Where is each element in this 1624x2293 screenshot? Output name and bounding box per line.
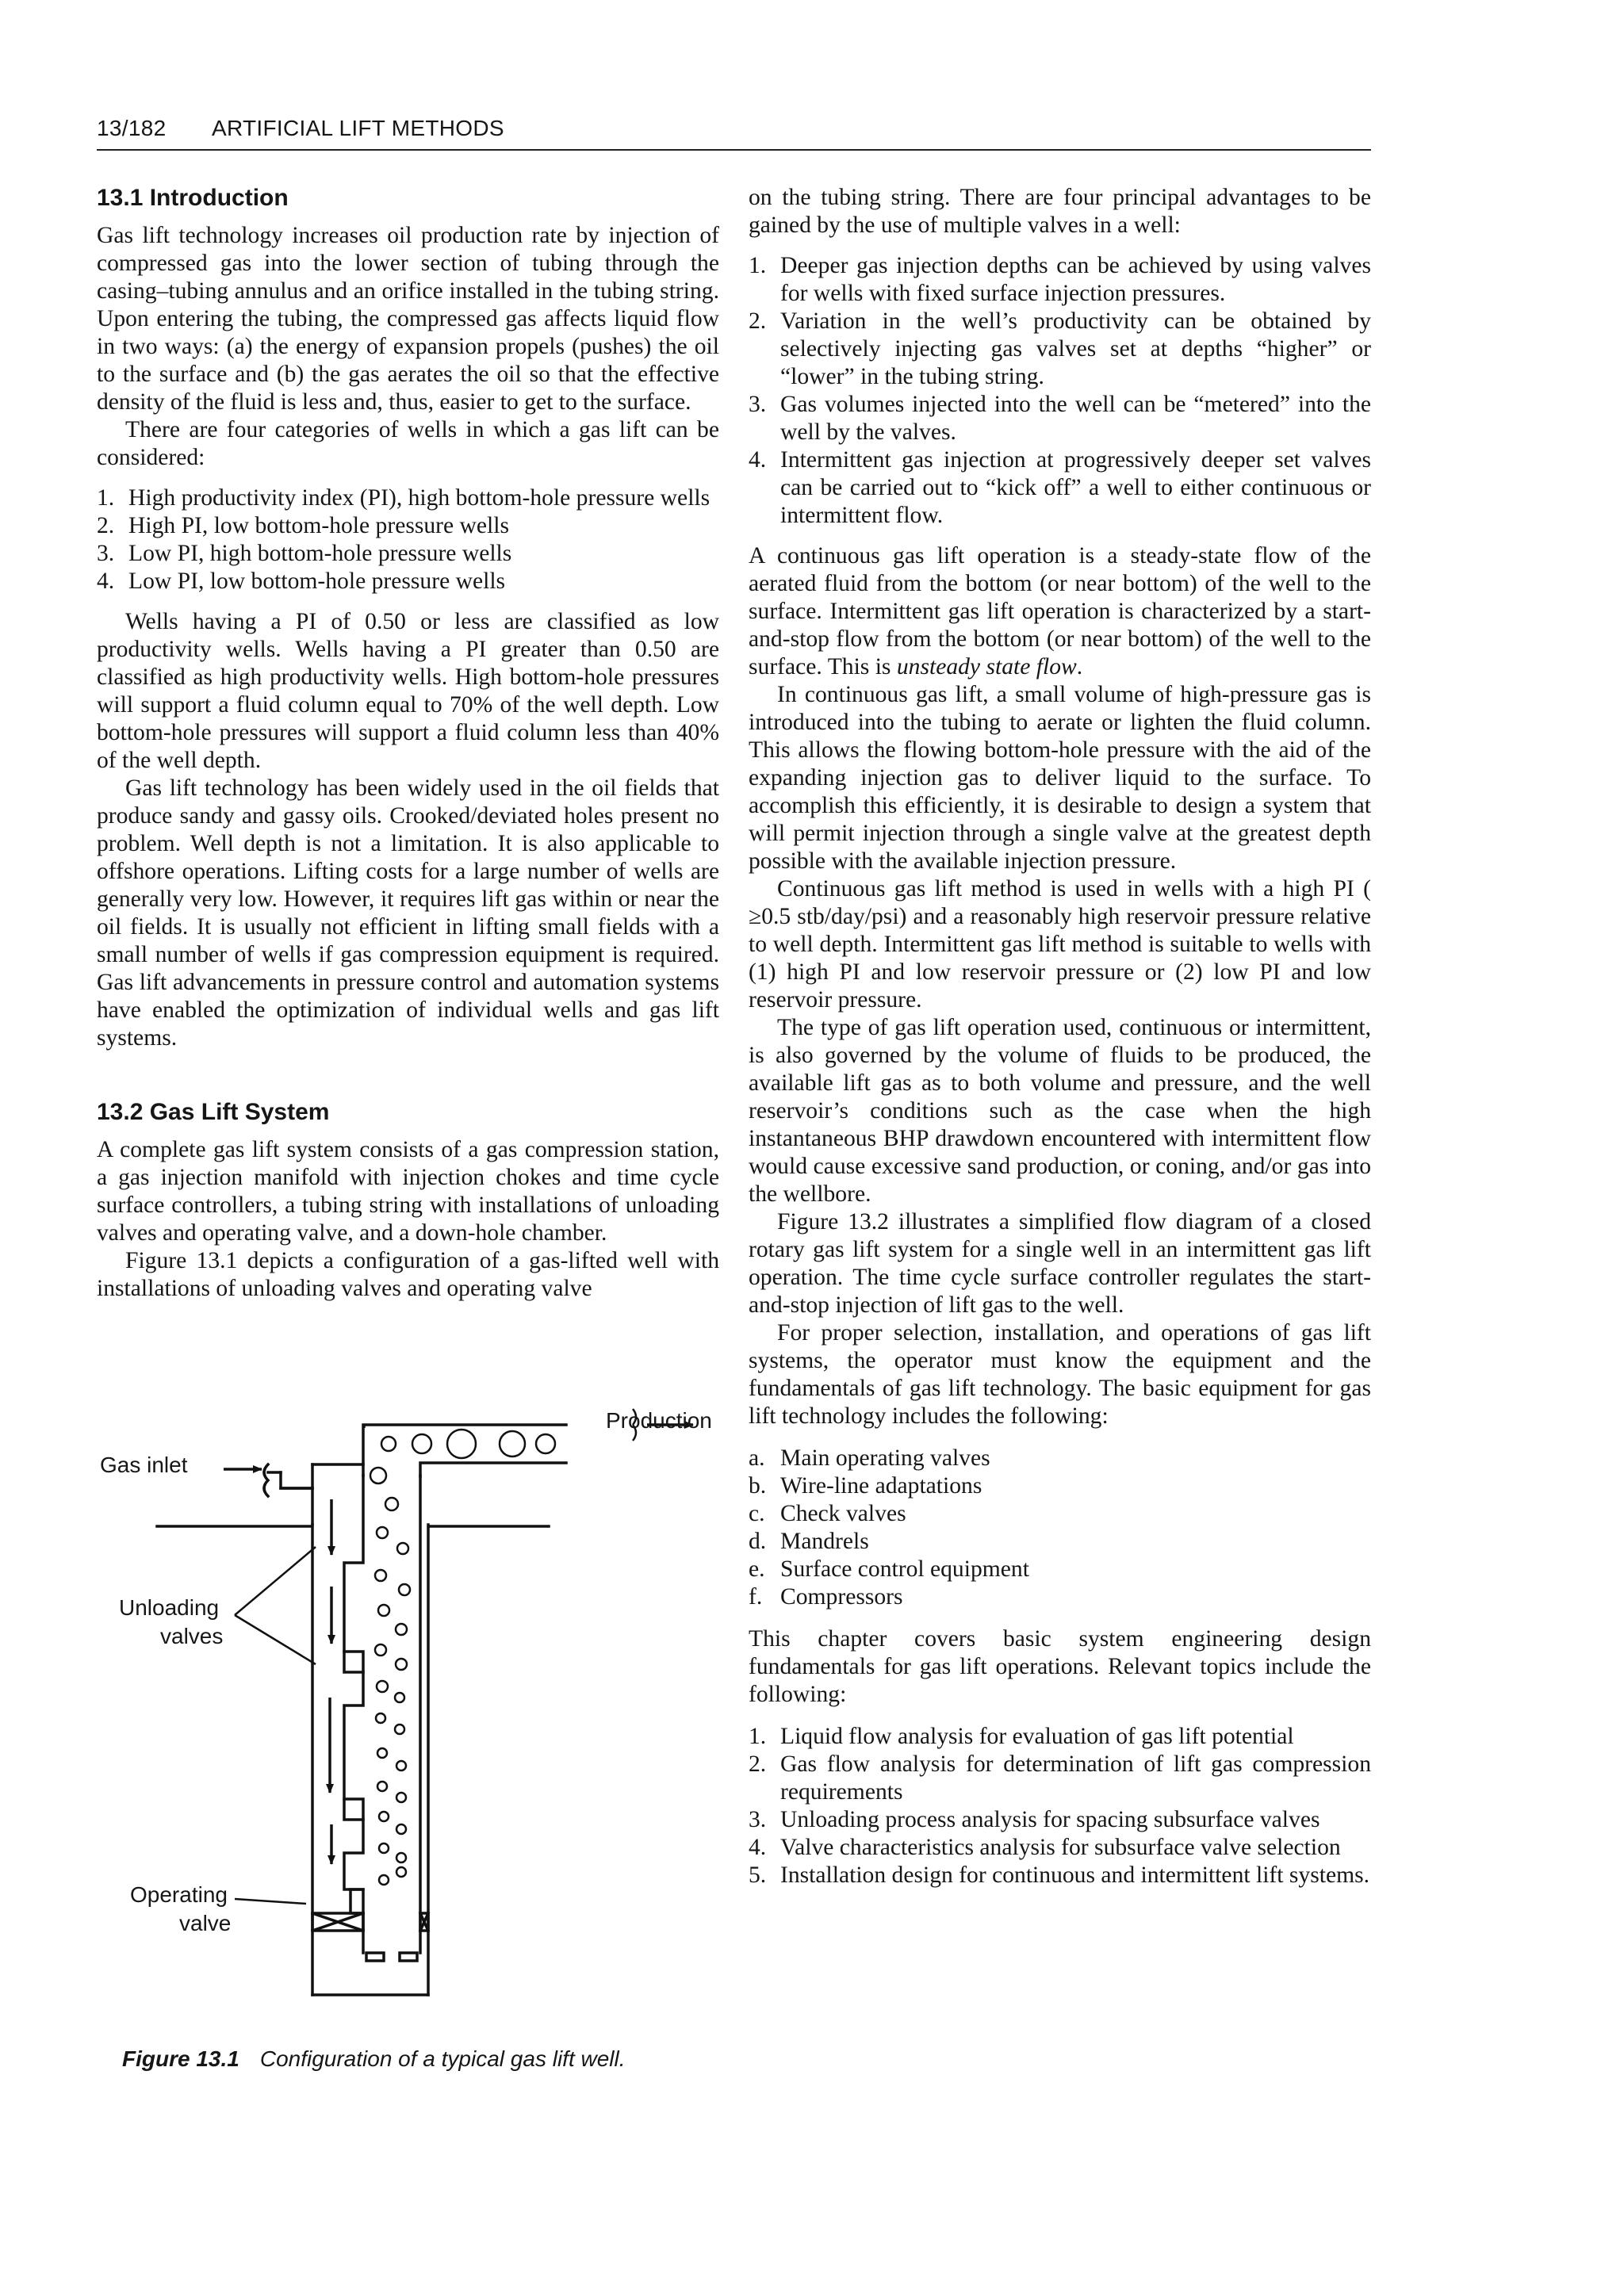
leader-line	[235, 1899, 306, 1904]
list-item: d. Mandrels	[749, 1529, 869, 1554]
figure-caption	[122, 2045, 626, 2073]
leader-line	[235, 1547, 316, 1615]
gas-bubbles	[370, 1430, 555, 1885]
advantages-list	[749, 252, 1371, 530]
figure-gas-lift-well	[97, 1325, 719, 2086]
page-number: 13/182	[97, 116, 167, 140]
list-item: c. Check valves	[749, 1501, 906, 1526]
gas-inlet-break	[264, 1464, 268, 1496]
gas-inlet-pipe	[281, 1472, 312, 1488]
list-item: 2. Gas flow analysis for determination of lift gas compression requirements	[749, 1751, 1371, 1805]
italic-term: unsteady state flow	[896, 654, 1077, 679]
unloading-valve-pocket	[344, 1799, 363, 1820]
list-item: 5. Installation design for continuous and intermittent lift systems.	[749, 1862, 1370, 1888]
list-item: b. Wire-line adaptations	[749, 1473, 982, 1499]
label-valves: valves	[160, 1624, 224, 1648]
list-item: 3. Gas volumes injected into the well can be “metered” into the well by the valves.	[749, 392, 1371, 445]
paragraph: A continuous gas lift operation is a steady-state flow of the aerated fluid from the bottom (or near bottom) of the well to the surface. Intermittent gas lift operation is characterized by a start-and-stop flow from the bottom (or near bottom) of the well to the surface. This is unsteady state flow.	[749, 543, 1371, 679]
paragraph: Figure 13.1 depicts a configuration of a gas-lifted well with installations of unloading valves and operating valve	[97, 1248, 719, 1301]
topics-list	[749, 1723, 1371, 1889]
list-item: 1. Deeper gas injection depths can be achieved by using valves for wells with fixed surface injection pressures.	[749, 253, 1371, 306]
label-production: Production	[606, 1408, 712, 1433]
paragraph: A complete gas lift system consists of a gas compression station, a gas injection manifold with injection chokes and time cycle surface controllers, a tubing string with installations of unloading valves and operating valve, and a down-hole chamber.	[97, 1137, 719, 1246]
section-heading-introduction: 13.1 Introduction	[97, 185, 289, 211]
list-item: 1. Liquid flow analysis for evaluation of gas lift potential	[749, 1724, 1294, 1749]
list-item: a. Main operating valves	[749, 1445, 990, 1471]
list-item: e. Surface control equipment	[749, 1556, 1029, 1582]
paragraph: Gas lift technology has been widely used in the oil fields that produce sandy and gassy oils. Crooked/deviated holes present no problem. Well depth is not a limitation. It is also applicable to offshore operations. Lifting costs for a large number of wells are generally very low. However, it requires lift gas within or near the oil fields. It is usually not efficient in lifting small fields with a small number of wells if gas compression equipment is required. Gas lift advancements in pressure control and automation systems have enabled the optimization of individual wells and gas lift systems.	[97, 775, 719, 1051]
leader-line	[235, 1615, 316, 1664]
paragraph: For proper selection, installation, and operations of gas lift systems, the operator must know the equipment and the fundamentals of gas lift technology. The basic equipment for gas lift technology includes the following:	[749, 1320, 1371, 1429]
left-column	[97, 184, 719, 2086]
label-operating: Operating	[130, 1882, 228, 1907]
list-item: 2. High PI, low bottom-hole pressure wells	[97, 513, 510, 538]
tubing-foot	[366, 1953, 384, 1961]
unloading-valve-pocket	[344, 1652, 363, 1672]
figure-caption-label: Figure 13.1	[122, 2046, 239, 2071]
figure-caption-text: Configuration of a typical gas lift well.	[259, 2046, 626, 2071]
paragraph: Gas lift technology increases oil production rate by injection of compressed gas into the lower section of tubing through the casing–tubing annulus and an orifice installed in the tubing string. Upon entering the tubing, the compressed gas affects liquid flow in two ways: (a) the energy of expansion propels (pushes) the oil to the surface and (b) the gas aerates the oil so that the effective density of the fluid is less and, thus, easier to get to the surface.	[97, 223, 719, 415]
paragraph: Continuous gas lift method is used in wells with a high PI ( ≥0.5 stb/day/psi) and a reasonably high reservoir pressure relative to well depth. Intermittent gas lift method is suitable to wells with (1) high PI and low reservoir pressure or (2) low PI and low reservoir pressure.	[749, 876, 1371, 1013]
tubing-foot	[400, 1953, 417, 1961]
paragraph: Figure 13.2 illustrates a simplified flow diagram of a closed rotary gas lift system for a single well in an intermittent gas lift operation. The time cycle surface controller regulates the start-and-stop injection of lift gas to the well.	[749, 1209, 1371, 1318]
paragraph: There are four categories of wells in which a gas lift can be considered:	[97, 417, 719, 470]
running-header	[97, 116, 1371, 151]
list-item: 4. Valve characteristics analysis for subsurface valve selection	[749, 1835, 1341, 1860]
wellhead-flowline-bottom	[420, 1463, 566, 1476]
list-item: 1. High productivity index (PI), high bottom-hole pressure wells	[97, 485, 710, 511]
list-item: f. Compressors	[749, 1584, 903, 1610]
paragraph: on the tubing string. There are four principal advantages to be gained by the use of multiple valves in a well:	[749, 185, 1371, 238]
label-unloading: Unloading	[119, 1595, 220, 1620]
list-item: 3. Unloading process analysis for spacing subsurface valves	[749, 1807, 1320, 1832]
paragraph: This chapter covers basic system engineering design fundamentals for gas lift operations. Relevant topics include the following:	[749, 1626, 1371, 1707]
list-item: 3. Low PI, high bottom-hole pressure wells	[97, 541, 512, 566]
paragraph: The type of gas lift operation used, continuous or intermittent, is also governed by the volume of fluids to be produced, the available lift gas as to both volume and pressure, and the well reservoir’s conditions such as the case when the high instantaneous BHP drawdown encountered with intermittent flow would cause excessive sand production, or coning, and/or gas into the wellbore.	[749, 1015, 1371, 1207]
right-column	[749, 184, 1371, 1904]
running-title: ARTIFICIAL LIFT METHODS	[212, 116, 504, 140]
tubing-wall-left	[344, 1476, 363, 1953]
equipment-list	[749, 1445, 1371, 1611]
operating-valve-pocket	[350, 1889, 363, 1913]
section-heading-gas-lift-system: 13.2 Gas Lift System	[97, 1099, 330, 1125]
list-item: 4. Low PI, low bottom-hole pressure wells	[97, 568, 506, 594]
label-valve: valve	[179, 1911, 232, 1935]
label-gas-inlet: Gas inlet	[100, 1453, 188, 1477]
list-item: 2. Variation in the well’s productivity can be obtained by selectively injecting gas valves set at depths “higher” or “lower” in the tubing string.	[749, 308, 1371, 389]
well-categories-list	[97, 484, 719, 595]
paragraph: Wells having a PI of 0.50 or less are classified as low productivity wells. Wells having a PI greater than 0.50 are classified as high productivity wells. High bottom-hole pressures will support a fluid column equal to 70% of the well depth. Low bottom-hole pressures will support a fluid column less than 40% of the well depth.	[97, 609, 719, 773]
list-item: 4. Intermittent gas injection at progressively deeper set valves can be carried out to “kick off” a well to either continuous or intermittent flow.	[749, 447, 1371, 528]
paragraph: In continuous gas lift, a small volume of high-pressure gas is introduced into the tubing to aerate or lighten the fluid column. This allows the flowing bottom-hole pressure with the aid of the expanding injection gas to deliver liquid to the surface. To accomplish this efficiently, it is desirable to design a system that will permit injection through a single valve at the greatest depth possible with the available injection pressure.	[749, 682, 1371, 874]
